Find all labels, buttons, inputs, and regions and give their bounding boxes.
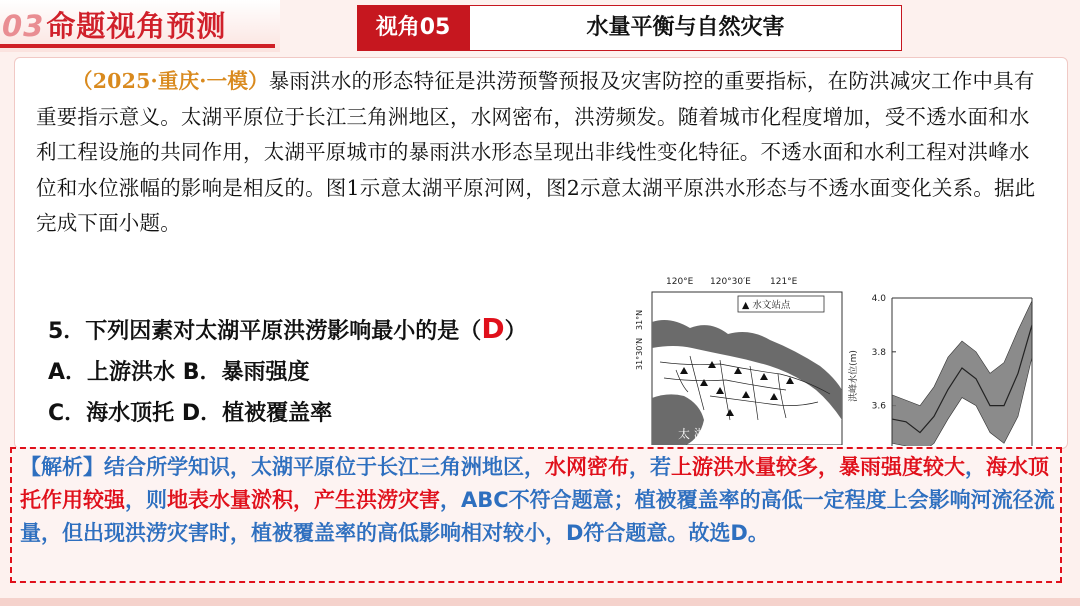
chart-ylabel: 洪峰水位(m)	[849, 350, 859, 402]
header-rule	[0, 44, 275, 48]
perspective-tag: 视角05	[357, 5, 469, 51]
river-network-map	[630, 270, 850, 445]
question-source: （2025·重庆·一模）	[72, 69, 269, 93]
options-row-1	[48, 355, 309, 386]
lat-label-2: 31°N	[635, 309, 644, 330]
analysis-seg-6: 海水顶托作用较强	[20, 455, 1049, 512]
intro-paragraph	[36, 64, 1046, 242]
option-d: D．植被覆盖率	[181, 401, 333, 426]
options-row-2	[48, 396, 332, 427]
option-a: A．上游洪水	[48, 360, 176, 385]
analysis-text	[20, 451, 1060, 550]
section-title-text: 命题视角预测	[46, 9, 227, 43]
question-text: 5．下列因素对太湖平原洪涝影响最小的是（	[48, 319, 482, 344]
section-number: 03	[2, 9, 45, 43]
lon-label-1: 120°E	[666, 277, 694, 287]
y-tick-label: 3.8	[871, 347, 886, 358]
section-title	[2, 4, 226, 48]
analysis-seg-1: 【解析】结合所学知识，太湖平原位于长江三角洲地区，	[20, 455, 545, 479]
analysis-seg-9: ，ABC不符合题意；植被覆盖率的高低一定程度上会影响河流径流量，但出现洪涝灾害时，植被覆盖率的高低影响相对较小，D符合题意。故选D。	[20, 488, 1055, 545]
option-b: B．暴雨强度	[182, 360, 310, 385]
analysis-seg-3: ，若	[629, 455, 671, 479]
lat-label-1: 31°30′N	[635, 337, 644, 370]
intro-text: 暴雨洪水的形态特征是洪涝预警预报及灾害防控的重要指标，在防洪减灾工作中具有重要指示意义。太湖平原位于长江三角洲地区，水网密布，洪涝频发。随着城市化程度增加，受不透水面和水利工程设施的共同作用，太湖平原城市的暴雨洪水形态呈现出非线性变化特征。不透水面和水利工程对洪峰水位和水位涨幅的影响是相反的。图1示意太湖平原河网，图2示意太湖平原洪水形态与不透水面变化关系。据此完成下面小题。	[36, 69, 1036, 235]
lon-label-2: 120°30′E	[710, 277, 751, 287]
bottom-rule	[0, 598, 1080, 606]
lon-label-3: 121°E	[770, 277, 798, 287]
analysis-seg-7: ，则	[125, 488, 167, 512]
flood-stage-chart	[842, 288, 1042, 446]
confidence-band	[892, 301, 1032, 446]
y-tick-label: 4.0	[871, 294, 886, 304]
y-tick-label: 3.6	[871, 401, 886, 412]
analysis-seg-2: 水网密布	[545, 455, 629, 479]
map-legend: ▲ 水文站点	[742, 300, 791, 311]
question-stem	[48, 312, 527, 345]
lake-label: 太 湖	[678, 427, 706, 441]
analysis-seg-4: 上游洪水量较多，暴雨强度较大	[671, 455, 965, 479]
option-c: C．海水顶托	[48, 401, 175, 426]
analysis-seg-5: ，	[965, 455, 986, 479]
question-answer: D	[481, 312, 505, 345]
topic-title: 水量平衡与自然灾害	[469, 5, 902, 51]
analysis-seg-8: 地表水量淤积，产生洪涝灾害	[167, 488, 440, 512]
question-close: ）	[504, 319, 527, 344]
